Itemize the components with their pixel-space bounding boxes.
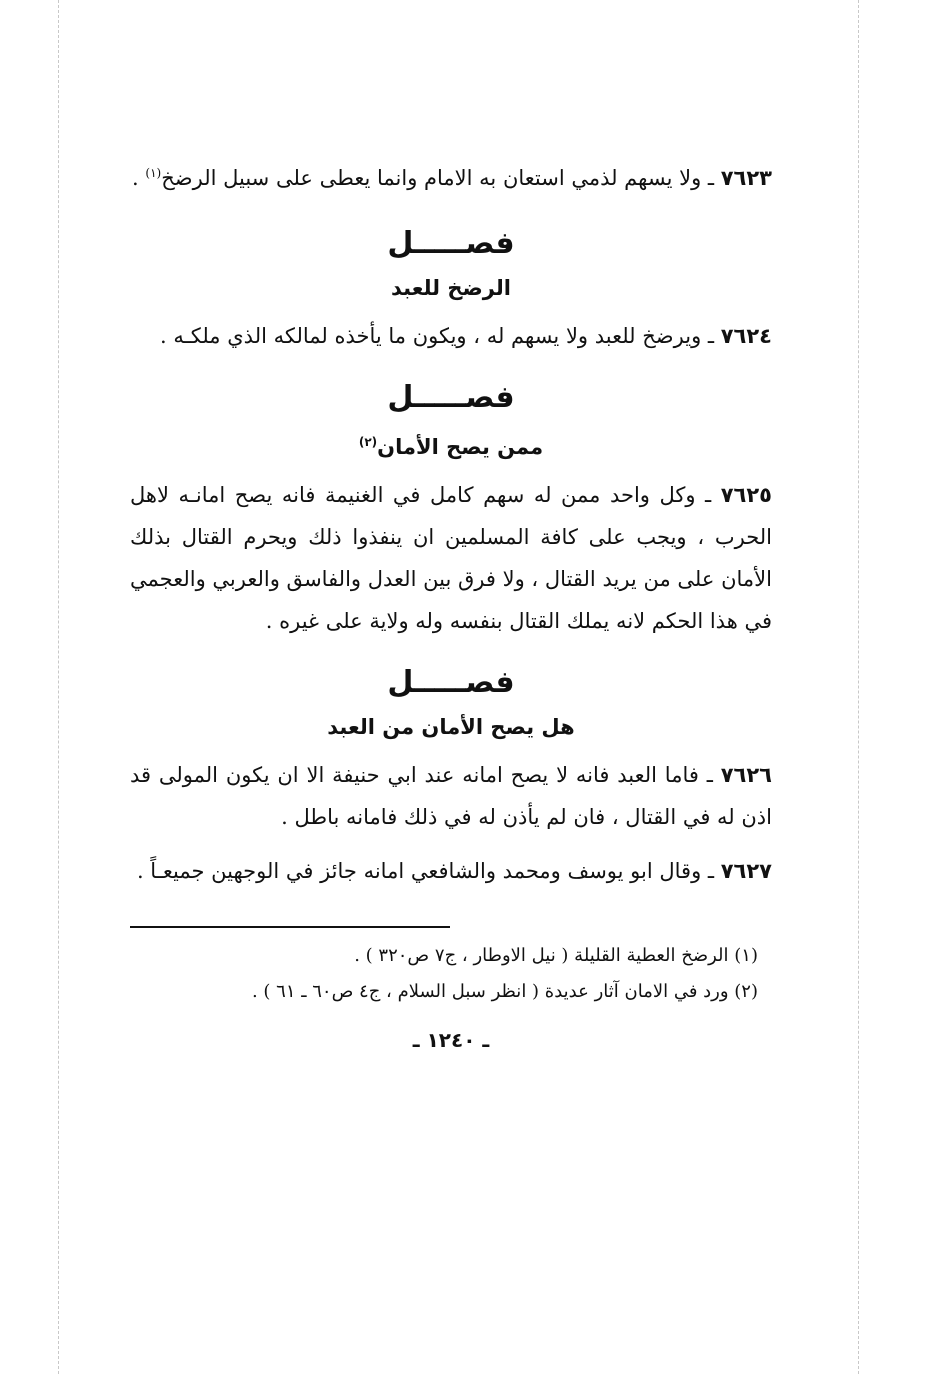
document-page: [130, 150, 772, 1052]
section-title: ممن يصح الأمان$^{(٢)}$: [358, 435, 544, 459]
paragraph-text: ـ وقال ابو يوسف ومحمد والشافعي امانه جائز في الوجهين جميعـاً .: [136, 859, 721, 883]
paragraph-number: ٧٦٢٤: [720, 324, 772, 348]
page-number: ـ ١٢٤٠ ـ: [412, 1028, 490, 1052]
section-title: هل يصح الأمان من العبد: [327, 715, 575, 739]
footnote-ref: (٢): [358, 435, 378, 449]
paragraph-text: ـ ولا يسهم لذمي استعان به الامام وانما يعطى على سبيل الرضخ: [161, 166, 721, 190]
paragraph-number: ٧٦٢٣: [720, 166, 772, 190]
section-title: الرضخ للعبد: [391, 276, 511, 300]
paragraph-number: ٧٦٢٧: [720, 859, 772, 883]
footnote-1: (١) الرضخ العطية القليلة ( نيل الاوطار ، ج٧ ص٣٢٠ ) .: [354, 945, 758, 966]
paragraph-number: ٧٦٢٦: [720, 763, 772, 787]
paragraph-text: ـ ويرضخ للعبد ولا يسهم له ، ويكون ما يأخذه لمالكه الذي ملكـه .: [160, 324, 721, 348]
footnote-divider: [130, 926, 450, 928]
paragraph-7623: ٧٦٢٣ ـ ولا يسهم لذمي استعان به الامام وانما يعطى على سبيل الرضخ$^{(١)}$ .: [132, 166, 772, 190]
left-margin-guide: [58, 0, 59, 1374]
footnote-2: (٢) ورد في الامان آثار عديدة ( انظر سبل السلام ، ج٤ ص٦٠ ـ ٦١ ) .: [251, 981, 758, 1002]
paragraph-text: ـ وكل واحد ممن له سهم كامل في الغنيمة فانه يصح امانـه لاهل الحرب ، ويجب على كافة المسلمين ان ينفذوا ذلك ويحرم القتال بذلك الأمان على من يريد القتال ، ولا فرق بين العدل والفاسق والعربي والعجمي في هذا الحكم لانه يملك القتال بنفسه وله ولاية على غيره .: [130, 483, 772, 633]
section-heading: فصـــــل: [387, 380, 515, 415]
paragraph-text: ـ فاما العبد فانه لا يصح امانه عند ابي حنيفة الا ان يكون المولى قد اذن له في القتال ، فان لم يأذن له في ذلك فامانه باطل .: [130, 763, 772, 829]
footnote-ref: (١): [145, 166, 162, 180]
section-heading: فصـــــل: [387, 665, 515, 700]
section-heading: فصـــــل: [387, 226, 515, 261]
paragraph-7624: [130, 315, 772, 357]
paragraph-7626: [130, 754, 772, 838]
paragraph-7625: [130, 474, 772, 642]
right-margin-guide: [858, 0, 859, 1374]
paragraph-number: ٧٦٢٥: [720, 483, 772, 507]
paragraph-7627: [130, 850, 772, 892]
